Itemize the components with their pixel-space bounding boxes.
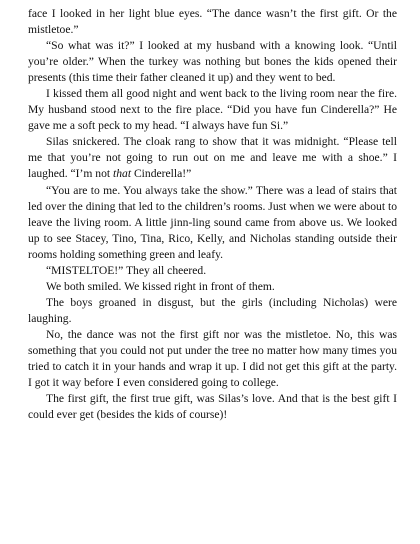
paragraph-4-emphasis: that xyxy=(113,167,132,181)
paragraph-4 xyxy=(28,134,397,182)
paragraph-8: The boys groaned in disgust, but the girls (including Nicholas) were laughing. xyxy=(28,295,397,325)
paragraph-1: face I looked in her light blue eyes. “The dance wasn’t the first gift. Or the mistletoe.” xyxy=(28,7,397,37)
paragraph-7: We both smiled. We kissed right in front of them. xyxy=(46,279,275,293)
paragraph-4-text-start: Silas snickered. The cloak rang to show that it was midnight. “Please tell me that you’re not going to run out on me and leave me with a shoe.” I laughed. “I’m not xyxy=(28,135,397,181)
paragraph-10: The first gift, the first true gift, was Silas’s love. And that is the best gift I could ever get (besides the kids of course)! xyxy=(28,392,397,422)
paragraph-6: “MISTELTOE!” They all cheered. xyxy=(46,263,207,277)
paragraph-9: No, the dance was not the first gift nor was the mistletoe. No, this was something that you could not put under the tree no matter how many times you tried to catch it in your hands and wrap it up. I did not get this gift at the party. I got it way before I even considered going to college. xyxy=(28,327,397,390)
paragraph-2: “So what was it?” I looked at my husband with a knowing look. “Until you’re older.” When the turkey was nothing but bones the kids opened their presents (this time their father cleaned it up) and they went to bed. xyxy=(28,39,397,85)
paragraph-4-text-end: Cinderella!” xyxy=(131,167,192,181)
paragraph-5: “You are to me. You always take the show.” There was a lead of stairs that led over the dining that led to the children’s rooms. Just when we were about to leave the living room. A little jinn-ling sound came from above us. We looked up to see Stacey, Tino, Tina, Rico, Kelly, and Nicholas standing outside their rooms holding something green and leafy. xyxy=(28,183,397,261)
paragraph-3: I kissed them all good night and went back to the living room near the fire. My husband stood next to the fire place. “Did you have fun Cinderella?” He gave me a soft peck to my head. “I always have fun Si.” xyxy=(28,87,397,133)
